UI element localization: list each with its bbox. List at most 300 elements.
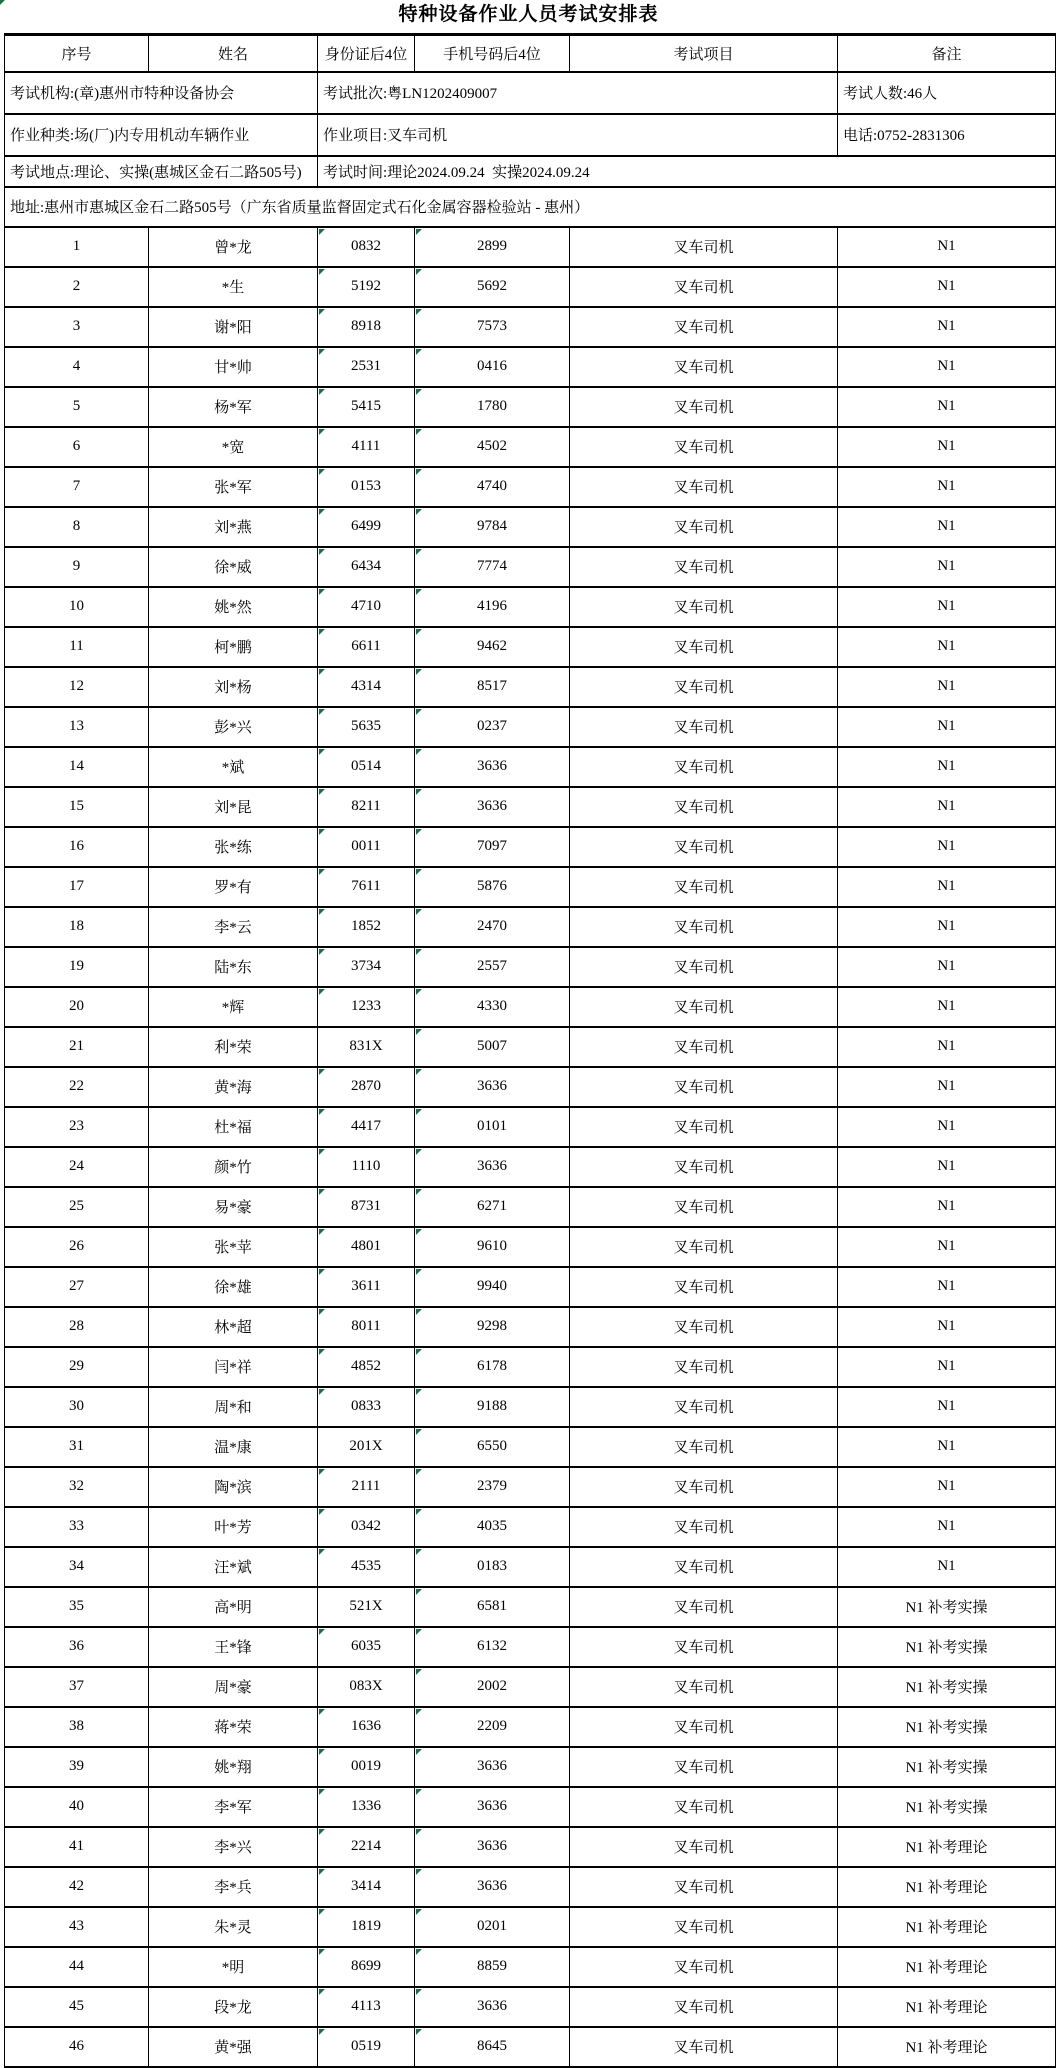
cell-name xyxy=(149,1267,318,1307)
project-value: 叉车司机 xyxy=(673,520,734,536)
phone4-value: 4740 xyxy=(477,478,507,494)
cell-phone4 xyxy=(415,707,570,747)
cell-id4 xyxy=(318,627,415,667)
cell-name xyxy=(149,1507,318,1547)
id4-value: 1336 xyxy=(351,1798,381,1814)
project-value: 叉车司机 xyxy=(673,1760,734,1776)
seq-value: 15 xyxy=(69,798,84,814)
cell-id4 xyxy=(318,1427,415,1467)
cell-note xyxy=(838,1267,1056,1307)
col-header-phone4: 手机号码后4位 xyxy=(415,35,570,72)
table-row xyxy=(5,1667,1056,1707)
phone4-value: 9188 xyxy=(477,1398,507,1414)
number-as-text-flag-icon xyxy=(319,1189,325,1195)
cell-id4 xyxy=(318,827,415,867)
phone4-value: 7573 xyxy=(477,318,507,334)
seq-value: 17 xyxy=(69,878,84,894)
table-row xyxy=(5,427,1056,467)
table-row xyxy=(5,707,1056,747)
phone4-value: 0416 xyxy=(477,358,507,374)
table-row xyxy=(5,547,1056,587)
cell-name xyxy=(149,507,318,547)
table-row xyxy=(5,267,1056,307)
note-value: N1 补考实操 xyxy=(905,1680,988,1696)
table-row xyxy=(5,1307,1056,1347)
phone4-value: 6132 xyxy=(477,1638,507,1654)
note-value: N1 xyxy=(937,438,956,454)
cell-phone4 xyxy=(415,1587,570,1627)
number-as-text-flag-icon xyxy=(416,1029,422,1035)
id4-value: 0019 xyxy=(351,1758,381,1774)
cell-id4 xyxy=(318,1187,415,1227)
cell-note xyxy=(838,387,1056,427)
project-value: 叉车司机 xyxy=(673,760,734,776)
number-as-text-flag-icon xyxy=(319,789,325,795)
cell-seq xyxy=(5,1107,149,1147)
project-value: 叉车司机 xyxy=(673,1240,734,1256)
cell-id4 xyxy=(318,947,415,987)
number-as-text-flag-icon xyxy=(416,469,422,475)
cell-seq xyxy=(5,1507,149,1547)
number-as-text-flag-icon xyxy=(319,269,325,275)
number-as-text-flag-icon xyxy=(416,1949,422,1955)
cell-name xyxy=(149,667,318,707)
cell-phone4 xyxy=(415,1507,570,1547)
project-value: 叉车司机 xyxy=(673,1600,734,1616)
cell-note xyxy=(838,1747,1056,1787)
name-value: 姚*翔 xyxy=(214,1760,252,1776)
project-value: 叉车司机 xyxy=(673,1000,734,1016)
seq-value: 41 xyxy=(69,1838,84,1854)
number-as-text-flag-icon xyxy=(416,1149,422,1155)
number-as-text-flag-icon xyxy=(319,989,325,995)
cell-seq xyxy=(5,547,149,587)
cell-id4 xyxy=(318,787,415,827)
cell-note xyxy=(838,1147,1056,1187)
cell-project xyxy=(570,1627,838,1667)
name-value: 易*豪 xyxy=(214,1200,252,1216)
cell-project xyxy=(570,1227,838,1267)
cell-project xyxy=(570,1467,838,1507)
phone4-value: 3636 xyxy=(477,1998,507,2014)
cell-project xyxy=(570,467,838,507)
cell-note xyxy=(838,1427,1056,1467)
name-value: 谢*阳 xyxy=(214,320,252,336)
cell-project xyxy=(570,987,838,1027)
cell-seq xyxy=(5,2027,149,2067)
seq-value: 3 xyxy=(72,318,81,334)
phone4-value: 5692 xyxy=(477,278,507,294)
cell-phone4 xyxy=(415,307,570,347)
number-as-text-flag-icon xyxy=(416,1349,422,1355)
cell-id4 xyxy=(318,1827,415,1867)
cell-phone4 xyxy=(415,867,570,907)
cell-id4 xyxy=(318,1387,415,1427)
number-as-text-flag-icon xyxy=(416,309,422,315)
number-as-text-flag-icon xyxy=(416,269,422,275)
page-title: 特种设备作业人员考试安排表 xyxy=(398,4,659,25)
project-value: 叉车司机 xyxy=(673,880,734,896)
cell-phone4 xyxy=(415,1067,570,1107)
cell-note xyxy=(838,1227,1056,1267)
phone4-value: 0183 xyxy=(477,1558,507,1574)
number-as-text-flag-icon xyxy=(319,229,325,235)
cell-seq xyxy=(5,1147,149,1187)
number-as-text-flag-icon xyxy=(416,549,422,555)
number-as-text-flag-icon xyxy=(416,1749,422,1755)
cell-seq xyxy=(5,467,149,507)
number-as-text-flag-icon xyxy=(416,1429,422,1435)
note-value: N1 xyxy=(937,558,956,574)
name-value: 彭*兴 xyxy=(214,720,252,736)
table-row xyxy=(5,1987,1056,2027)
number-as-text-flag-icon xyxy=(416,1909,422,1915)
cell-note xyxy=(838,827,1056,867)
cell-seq xyxy=(5,1707,149,1747)
cell-note xyxy=(838,547,1056,587)
cell-seq xyxy=(5,507,149,547)
name-value: *生 xyxy=(221,280,245,296)
project-value: 叉车司机 xyxy=(673,1320,734,1336)
seq-value: 5 xyxy=(72,398,81,414)
id4-value: 4801 xyxy=(351,1238,381,1254)
name-value: 高*明 xyxy=(214,1600,252,1616)
project-value: 叉车司机 xyxy=(673,1160,734,1176)
cell-project xyxy=(570,547,838,587)
seq-value: 27 xyxy=(69,1278,84,1294)
name-value: 李*兵 xyxy=(214,1880,252,1896)
number-as-text-flag-icon xyxy=(416,1629,422,1635)
id4-value: 083X xyxy=(349,1678,383,1694)
cell-seq xyxy=(5,587,149,627)
project-value: 叉车司机 xyxy=(673,720,734,736)
cell-note xyxy=(838,1067,1056,1107)
name-value: 刘*杨 xyxy=(214,680,252,696)
cell-name xyxy=(149,947,318,987)
name-value: *辉 xyxy=(221,1000,245,1016)
id4-value: 6434 xyxy=(351,558,381,574)
cell-note xyxy=(838,1467,1056,1507)
table-row xyxy=(5,827,1056,867)
seq-value: 34 xyxy=(69,1558,84,1574)
project-value: 叉车司机 xyxy=(673,1720,734,1736)
table-row xyxy=(5,2027,1056,2067)
cell-project xyxy=(570,1387,838,1427)
id4-value: 8731 xyxy=(351,1198,381,1214)
cell-phone4 xyxy=(415,1147,570,1187)
table-row xyxy=(5,1387,1056,1427)
number-as-text-flag-icon xyxy=(319,2029,325,2035)
number-as-text-flag-icon xyxy=(416,909,422,915)
cell-note xyxy=(838,1307,1056,1347)
number-as-text-flag-icon xyxy=(319,549,325,555)
table-row xyxy=(5,787,1056,827)
cell-name xyxy=(149,827,318,867)
table-row xyxy=(5,907,1056,947)
phone4-value: 9462 xyxy=(477,638,507,654)
cell-name xyxy=(149,627,318,667)
cell-id4 xyxy=(318,1227,415,1267)
name-value: 徐*雄 xyxy=(214,1280,252,1296)
cell-id4 xyxy=(318,547,415,587)
name-value: 周*和 xyxy=(214,1400,252,1416)
number-as-text-flag-icon xyxy=(319,869,325,875)
col-header-id4: 身份证后4位 xyxy=(318,35,415,72)
seq-value: 19 xyxy=(69,958,84,974)
number-as-text-flag-icon xyxy=(416,1509,422,1515)
exam-org-cell: 考试机构:(章)惠州市特种设备协会 xyxy=(5,72,318,114)
cell-phone4 xyxy=(415,387,570,427)
cell-phone4 xyxy=(415,1947,570,1987)
info-row-3 xyxy=(5,156,1056,187)
seq-value: 24 xyxy=(69,1158,84,1174)
project-value: 叉车司机 xyxy=(673,600,734,616)
table-row xyxy=(5,347,1056,387)
phone4-value: 6581 xyxy=(477,1598,507,1614)
note-value: N1 xyxy=(937,1358,956,1374)
cell-note xyxy=(838,1987,1056,2027)
note-value: N1 xyxy=(937,1518,956,1534)
number-as-text-flag-icon xyxy=(319,829,325,835)
cell-name xyxy=(149,427,318,467)
id4-value: 3734 xyxy=(351,958,381,974)
cell-project xyxy=(570,1867,838,1907)
id4-value: 1110 xyxy=(351,1158,381,1174)
note-value: N1 xyxy=(937,1038,956,1054)
number-as-text-flag-icon xyxy=(416,869,422,875)
project-value: 叉车司机 xyxy=(673,1840,734,1856)
col-header-name: 姓名 xyxy=(149,35,318,72)
cell-seq xyxy=(5,387,149,427)
cell-phone4 xyxy=(415,1987,570,2027)
table-row xyxy=(5,1347,1056,1387)
name-value: *斌 xyxy=(221,760,245,776)
cell-name xyxy=(149,307,318,347)
cell-name xyxy=(149,1467,318,1507)
id4-value: 2111 xyxy=(351,1478,381,1494)
table-row xyxy=(5,587,1056,627)
cell-name xyxy=(149,787,318,827)
sheet-corner-flag-icon xyxy=(0,0,5,5)
name-value: 叶*芳 xyxy=(214,1520,252,1536)
cell-phone4 xyxy=(415,1347,570,1387)
project-value: 叉车司机 xyxy=(673,1280,734,1296)
cell-note xyxy=(838,1587,1056,1627)
project-value: 叉车司机 xyxy=(673,400,734,416)
id4-value: 5192 xyxy=(351,278,381,294)
project-value: 叉车司机 xyxy=(673,1440,734,1456)
name-value: 甘*帅 xyxy=(214,360,252,376)
cell-name xyxy=(149,1387,318,1427)
id4-value: 4417 xyxy=(351,1118,381,1134)
phone4-value: 6550 xyxy=(477,1438,507,1454)
cell-name xyxy=(149,987,318,1027)
id4-value: 4535 xyxy=(351,1558,381,1574)
cell-id4 xyxy=(318,1347,415,1387)
id4-value: 5415 xyxy=(351,398,381,414)
cell-id4 xyxy=(318,467,415,507)
id4-value: 6611 xyxy=(351,638,381,654)
cell-phone4 xyxy=(415,1747,570,1787)
table-row xyxy=(5,987,1056,1027)
cell-id4 xyxy=(318,507,415,547)
table-row xyxy=(5,1107,1056,1147)
note-value: N1 xyxy=(937,278,956,294)
cell-note xyxy=(838,1187,1056,1227)
cell-phone4 xyxy=(415,547,570,587)
note-value: N1 xyxy=(937,878,956,894)
cell-id4 xyxy=(318,1787,415,1827)
id4-value: 2531 xyxy=(351,358,381,374)
note-value: N1 xyxy=(937,1318,956,1334)
cell-name xyxy=(149,1747,318,1787)
cell-id4 xyxy=(318,1987,415,2027)
seq-value: 26 xyxy=(69,1238,84,1254)
cell-id4 xyxy=(318,307,415,347)
name-value: 徐*威 xyxy=(214,560,252,576)
cell-phone4 xyxy=(415,1307,570,1347)
name-value: 杜*福 xyxy=(214,1120,252,1136)
table-row xyxy=(5,1187,1056,1227)
seq-value: 23 xyxy=(69,1118,84,1134)
cell-seq xyxy=(5,1667,149,1707)
note-value: N1 xyxy=(937,1118,956,1134)
seq-value: 35 xyxy=(69,1598,84,1614)
name-value: 黄*海 xyxy=(214,1080,252,1096)
cell-id4 xyxy=(318,227,415,267)
cell-note xyxy=(838,1907,1056,1947)
cell-phone4 xyxy=(415,827,570,867)
cell-project xyxy=(570,1547,838,1587)
number-as-text-flag-icon xyxy=(319,1069,325,1075)
name-value: 王*锋 xyxy=(214,1640,252,1656)
seq-value: 33 xyxy=(69,1518,84,1534)
cell-seq xyxy=(5,1907,149,1947)
number-as-text-flag-icon xyxy=(416,229,422,235)
cell-note xyxy=(838,1387,1056,1427)
name-value: 朱*灵 xyxy=(214,1920,252,1936)
id4-value: 4852 xyxy=(351,1358,381,1374)
cell-phone4 xyxy=(415,1427,570,1467)
seq-value: 28 xyxy=(69,1318,84,1334)
cell-project xyxy=(570,427,838,467)
phone4-value: 2379 xyxy=(477,1478,507,1494)
cell-seq xyxy=(5,1227,149,1267)
seq-value: 25 xyxy=(69,1198,84,1214)
cell-id4 xyxy=(318,1147,415,1187)
project-value: 叉车司机 xyxy=(673,840,734,856)
number-as-text-flag-icon xyxy=(416,949,422,955)
number-as-text-flag-icon xyxy=(416,1829,422,1835)
seq-value: 37 xyxy=(69,1678,84,1694)
project-value: 叉车司机 xyxy=(673,1200,734,1216)
cell-project xyxy=(570,1667,838,1707)
number-as-text-flag-icon xyxy=(319,1749,325,1755)
number-as-text-flag-icon xyxy=(319,1709,325,1715)
id4-value: 0514 xyxy=(351,758,381,774)
note-value: N1 补考实操 xyxy=(905,1800,988,1816)
cell-id4 xyxy=(318,1907,415,1947)
roster-header xyxy=(5,35,1056,72)
cell-id4 xyxy=(318,427,415,467)
id4-value: 5635 xyxy=(351,718,381,734)
note-value: N1 补考理论 xyxy=(905,1840,988,1856)
cell-note xyxy=(838,1947,1056,1987)
cell-id4 xyxy=(318,987,415,1027)
seq-value: 21 xyxy=(69,1038,84,1054)
phone4-value: 4330 xyxy=(477,998,507,1014)
cell-name xyxy=(149,1627,318,1667)
number-as-text-flag-icon xyxy=(319,1469,325,1475)
cell-id4 xyxy=(318,1627,415,1667)
cell-seq xyxy=(5,347,149,387)
cell-seq xyxy=(5,1427,149,1467)
cell-name xyxy=(149,747,318,787)
number-as-text-flag-icon xyxy=(416,1269,422,1275)
cell-seq xyxy=(5,1947,149,1987)
id4-value: 1819 xyxy=(351,1918,381,1934)
number-as-text-flag-icon xyxy=(416,1069,422,1075)
project-value: 叉车司机 xyxy=(673,560,734,576)
id4-value: 8699 xyxy=(351,1958,381,1974)
cell-seq xyxy=(5,707,149,747)
cell-id4 xyxy=(318,707,415,747)
cell-seq xyxy=(5,1547,149,1587)
id4-value: 4314 xyxy=(351,678,381,694)
phone4-value: 9784 xyxy=(477,518,507,534)
seq-value: 31 xyxy=(69,1438,84,1454)
cell-id4 xyxy=(318,1747,415,1787)
phone4-value: 3636 xyxy=(477,1798,507,1814)
exam-schedule-table xyxy=(4,33,1056,2068)
cell-name xyxy=(149,1187,318,1227)
cell-name xyxy=(149,1707,318,1747)
cell-name xyxy=(149,867,318,907)
table-row xyxy=(5,1227,1056,1267)
name-value: 利*荣 xyxy=(214,1040,252,1056)
note-value: N1 xyxy=(937,718,956,734)
seq-value: 14 xyxy=(69,758,84,774)
project-value: 叉车司机 xyxy=(673,1640,734,1656)
cell-phone4 xyxy=(415,587,570,627)
cell-phone4 xyxy=(415,507,570,547)
seq-value: 29 xyxy=(69,1358,84,1374)
cell-phone4 xyxy=(415,907,570,947)
table-row xyxy=(5,627,1056,667)
cell-name xyxy=(149,907,318,947)
id4-value: 2870 xyxy=(351,1078,381,1094)
number-as-text-flag-icon xyxy=(319,629,325,635)
name-value: 姚*然 xyxy=(214,600,252,616)
note-value: N1 补考理论 xyxy=(905,1880,988,1896)
cell-phone4 xyxy=(415,467,570,507)
cell-seq xyxy=(5,747,149,787)
phone4-value: 3636 xyxy=(477,758,507,774)
cell-note xyxy=(838,2027,1056,2067)
id4-value: 831X xyxy=(349,1038,383,1054)
cell-name xyxy=(149,1667,318,1707)
cell-project xyxy=(570,1947,838,1987)
phone4-value: 3636 xyxy=(477,1758,507,1774)
cell-project xyxy=(570,1027,838,1067)
table-row xyxy=(5,1787,1056,1827)
cell-phone4 xyxy=(415,747,570,787)
cell-phone4 xyxy=(415,947,570,987)
cell-seq xyxy=(5,1827,149,1867)
seq-value: 7 xyxy=(72,478,81,494)
name-value: 陆*东 xyxy=(214,960,252,976)
cell-id4 xyxy=(318,1867,415,1907)
